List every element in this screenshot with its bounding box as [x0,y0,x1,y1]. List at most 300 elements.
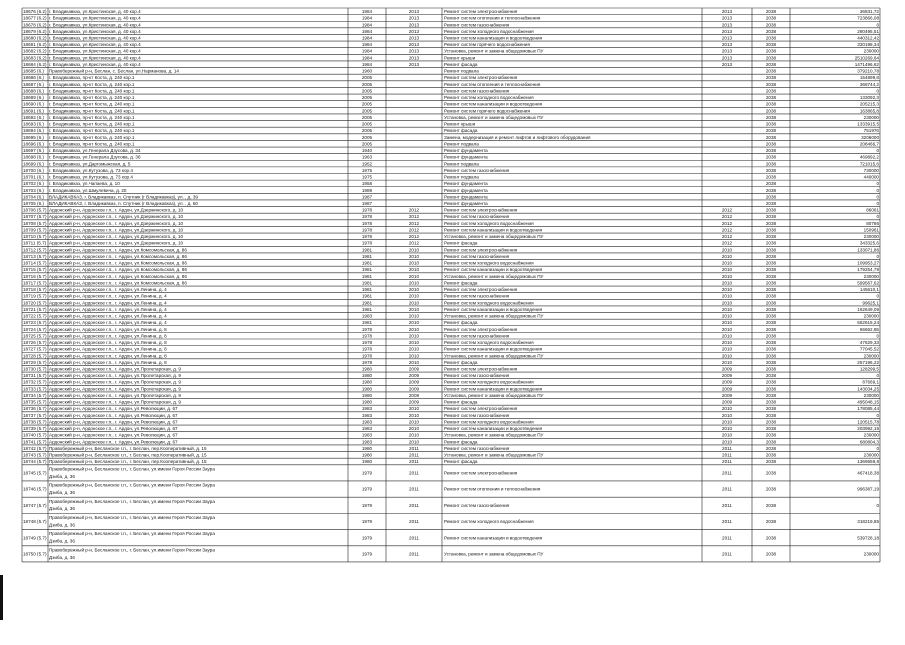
cell-fact: 2038 [765,320,777,326]
cell-built: 1980 [361,452,373,458]
cell-work: Ремонт систем канализации и водоотведения [444,101,543,107]
cell-work: Ремонт крыши [444,55,476,61]
cell-cost: 230000 [863,234,879,240]
cell-fact: 2038 [765,161,777,167]
cell-work: Ремонт систем горячего водоснабжения [444,42,530,48]
cell-built: 1980 [361,386,373,392]
cell-work: Ремонт систем газоснабжения [444,333,510,339]
cell-work: Ремонт систем электроснабжения [444,470,518,476]
cell-built: 1984 [361,15,373,21]
cell-year: 2010 [408,306,420,312]
cell-no: 18716 (5.7) [23,273,47,279]
cell-no: 18743 (5.7) [23,452,47,458]
cell-cost: 0 [876,194,879,200]
cell-fact: 2038 [765,373,777,379]
cell-fact: 2038 [765,412,777,418]
cell-plan: 2012 [721,234,733,240]
cell-year: 2011 [409,470,419,476]
cell-work: Ремонт систем холодного водоснабжения [444,379,534,385]
cell-no: 18741 (5.7) [23,439,47,445]
cell-fact: 2038 [765,207,777,213]
cell-work: Ремонт систем холодного водоснабжения [444,340,534,346]
cell-year: 2010 [408,293,420,299]
cell-year: 2012 [408,227,420,233]
cell-fact: 2038 [765,22,777,28]
cell-work: Установка, ремонт и замена общедомовых ПУ [444,353,544,359]
cell-fact: 2038 [765,535,777,541]
cell-no: 18687 (6.) [23,81,44,87]
cell-cost: 680804,3 [859,439,879,445]
cell-work: Установка, ремонт и замена общедомовых ПУ [444,313,544,319]
cell-work: Ремонт систем канализации и водоотведения [444,535,543,541]
cell-fact: 2038 [765,273,777,279]
cell-built: 1979 [361,519,373,525]
cell-cost: 205215,3 [859,101,879,107]
cell-fact: 2038 [765,439,777,445]
cell-built: 1983 [361,412,373,418]
cell-fact: 2038 [765,28,777,34]
cell-built: 1979 [361,535,373,541]
cell-fact: 2038 [765,280,777,286]
cell-addr: г. Владикавказ, пр-кт Коста, д. 240 кор.1 [49,141,135,147]
cell-work: Ремонт фасада [444,240,478,246]
cell-no: 18696 (6.) [23,141,44,147]
cell-plan: 2012 [721,214,733,220]
cell-addr: г. Владикавказ, пр-кт Коста, д. 240 кор.1 [49,114,135,120]
cell-plan: 2010 [721,426,733,432]
cell-no: 18700 (6.) [23,167,44,173]
cell-work: Ремонт фасада [444,280,478,286]
cell-built: 1963 [361,154,373,160]
cell-no: 18688 (6.) [23,88,44,94]
cell-cost: 230000 [863,273,879,279]
cell-plan: 2013 [721,28,733,34]
cell-work: Ремонт систем электроснабжения [444,326,518,332]
cell-fact: 2038 [765,551,777,557]
cell-built: 2005 [361,141,373,147]
cell-year: 2011 [409,459,419,465]
cell-fact: 2038 [765,128,777,134]
cell-plan: 2010 [721,353,733,359]
cell-no: 18734 (5.7) [23,392,47,398]
cell-cost: 440000 [863,174,879,180]
cell-no: 18735 (5.7) [23,399,47,405]
cell-built: 1980 [361,399,373,405]
cell-addr: г. Владикавказ, ул.Генерала Дзусова, д. 34 [49,148,141,154]
cell-year: 2010 [408,426,420,432]
cell-cost: 368744,2 [859,81,879,87]
cell-work: Установка, ремонт и замена общедомовых ПУ [444,234,544,240]
cell-work: Ремонт систем холодного водоснабжения [444,95,534,101]
cell-addr: Правобережный р-н, Бесланское г.п., г. Беслан, пер.Кооперативный, д. 15 [49,445,207,451]
cell-plan: 2012 [721,220,733,226]
cell-year: 2009 [408,386,420,392]
cell-fact: 2038 [765,194,777,200]
cell-plan: 2011 [722,445,732,451]
cell-work: Ремонт систем холодного водоснабжения [444,300,534,306]
cell-built: 1978 [361,340,373,346]
cell-plan: 2010 [721,419,733,425]
cell-built: 1980 [361,373,373,379]
cell-cost: 230000 [863,353,879,359]
cell-work: Ремонт крыши [444,121,476,127]
cell-no: 18690 (6.) [23,101,44,107]
cell-fact: 2038 [765,167,777,173]
cell-built: 2005 [361,75,373,81]
cell-addr: Ардонский р-н, Ардонское г.п., г. Ардон, ул.Дзержинского, д. 10 [49,240,184,246]
cell-cost: 47629,33 [859,340,879,346]
cell-work: Ремонт систем холодного водоснабжения [444,260,534,266]
cell-fact: 2038 [765,486,777,492]
table-text [23,9,879,560]
cell-fact: 2038 [765,353,777,359]
cell-addr: Ардонский р-н, Ардонское г.п., г. Ардон, ул.Комсомольская, д. 86 [49,247,187,253]
cell-fact: 2038 [765,61,777,67]
cell-cost: 86061 [866,207,879,213]
cell-plan: 2013 [721,55,733,61]
cell-cost: 0 [876,373,879,379]
cell-fact: 2038 [765,48,777,54]
cell-plan: 2011 [722,470,732,476]
cell-addr: Ардонский р-н, Ардонское г.п., г. Ардон, ул.Дзержинского, д. 10 [49,220,184,226]
cell-built: 1987 [361,201,373,206]
cell-fact: 2038 [765,88,777,94]
cell-built: 1978 [361,326,373,332]
cell-plan: 2009 [721,392,733,398]
cell-no: 18683 (6.2) [23,55,47,61]
cell-plan: 2009 [721,366,733,372]
cell-work: Ремонт подвала [444,141,479,147]
cell-year: 2010 [408,333,420,339]
cell-addr: г. Владикавказ, ул.Кутузова, д. 73 кор.4 [49,174,133,180]
cell-no: 18680 (6.2) [23,35,47,41]
cell-cost: 495048,15 [857,399,879,405]
cell-built: 1978 [361,214,373,220]
cell-plan: 2012 [721,227,733,233]
cell-fact: 2038 [765,326,777,332]
cell-fact: 2038 [765,379,777,385]
cell-no: 18732 (5.7) [23,379,47,385]
cell-plan: 2010 [721,313,733,319]
cell-fact: 2038 [765,174,777,180]
cell-fact: 2038 [765,201,777,206]
cell-addr: Ардонский р-н, Ардонское г.п., г. Ардон, ул.Ленина, д. 8 [49,340,167,346]
cell-cost: 145610,1 [859,287,879,293]
cell-addr: г. Владикавказ, пр-кт Коста, д. 240 кор.1 [49,81,135,87]
cell-plan: 2010 [721,273,733,279]
cell-fact: 2038 [765,247,777,253]
cell-plan: 2010 [721,346,733,352]
cell-plan: 2010 [721,287,733,293]
cell-plan: 2010 [721,359,733,365]
cell-plan: 2011 [722,459,732,465]
cell-fact: 2038 [765,419,777,425]
cell-fact: 2038 [765,313,777,319]
cell-addr: Правобережный р-н, Бесланское г.п., г. Беслан, ул.имени Героя России Заура Дзиба, д. 36 [49,498,215,512]
cell-cost: 230000 [863,551,879,557]
cell-year: 2011 [409,486,419,492]
cell-work: Ремонт фасада [444,459,478,465]
cell-no: 18745 (5.7) [23,470,47,476]
cell-addr: г. Владикавказ, ул.Кутузова, д. 73 кор.4 [49,167,133,173]
cell-addr: ВЛАДИКАВКАЗ, г. Владикавказ, п. Спутник (г Владикавказ), ул. , д. 39 [49,194,198,200]
cell-year: 2010 [408,353,420,359]
cell-addr: Ардонский р-н, Ардонское г.п., г. Ардон, ул.Комсомольская, д. 86 [49,253,187,259]
cell-fact: 2038 [765,154,777,160]
cell-addr: Ардонский р-н, Ардонское г.п., г. Ардон, ул.Революции, д. 67 [49,432,178,438]
cell-built: 1987 [361,194,373,200]
cell-no: 18721 (5.7) [23,306,47,312]
cell-cost: 203992,15 [857,426,879,432]
cell-addr: ВЛАДИКАВКАЗ, г. Владикавказ, п. Спутник (г Владикавказ), ул. , д. 50 [49,201,198,206]
cell-no: 18677 (6.2) [23,15,47,21]
cell-fact: 2038 [765,502,777,508]
cell-built: 2005 [361,114,373,120]
cell-plan: 2010 [721,300,733,306]
cell-built: 1981 [361,287,373,293]
cell-plan: 2013 [721,35,733,41]
cell-addr: Правобережный р-н, Беслан, с. Беслан, ул.Нарманова, д. 14 [49,68,179,74]
cell-cost: 120515,78 [857,419,879,425]
cell-fact: 2038 [765,267,777,273]
cell-fact: 2038 [765,101,777,107]
cell-built: 1989 [361,187,373,193]
cell-fact: 2038 [765,287,777,293]
cell-plan: 2011 [722,486,732,492]
cell-plan: 2010 [721,260,733,266]
cell-no: 18679 (6.2) [23,28,47,34]
cell-built: 1981 [361,280,373,286]
cell-built: 1981 [361,253,373,259]
cell-addr: Правобережный р-н, Бесланское г.п., г. Беслан, пер.Кооперативный, д. 15 [49,459,207,465]
cell-work: Ремонт фасада [444,399,478,405]
cell-built: 1980 [361,459,373,465]
cell-year: 2010 [408,267,420,273]
cell-addr: Ардонский р-н, Ардонское г.п., г. Ардон, ул.Революции, д. 67 [49,426,178,432]
cell-year: 2010 [408,247,420,253]
cell-fact: 2038 [765,220,777,226]
cell-no: 18726 (5.7) [23,340,47,346]
cell-no: 18748 (5.7) [23,519,47,525]
cell-work: Ремонт фундамента [444,187,488,193]
cell-plan: 2009 [721,386,733,392]
cell-no: 18728 (5.7) [23,353,47,359]
cell-addr: г. Владикавказ, пр-кт Коста, д. 240 кор.1 [49,121,135,127]
cell-fact: 2038 [765,227,777,233]
cell-year: 2011 [409,502,419,508]
cell-work: Установка, ремонт и замена общедомовых ПУ [444,551,544,557]
cell-cost: 320198,34 [857,42,879,48]
cell-fact: 2038 [765,519,777,525]
cell-no: 18702 (6.) [23,181,44,187]
cell-no: 18703 (6.) [23,187,44,193]
cell-cost: 150961 [863,227,879,233]
cell-work: Ремонт систем газоснабжения [444,373,510,379]
cell-year: 2009 [408,379,420,385]
cell-no: 18705 (6.) [23,201,44,206]
cell-fact: 2038 [765,181,777,187]
cell-year: 2010 [408,419,420,425]
cell-built: 1979 [361,551,373,557]
cell-fact: 2038 [765,366,777,372]
cell-year: 2010 [408,253,420,259]
cell-no: 18715 (5.7) [23,267,47,273]
cell-no: 18733 (5.7) [23,386,47,392]
cell-addr: Ардонский р-н, Ардонское г.п., г. Ардон, ул.Комсомольская, д. 86 [49,273,187,279]
cell-cost: 343325,6 [859,240,879,246]
cell-cost: 467418,38 [857,470,879,476]
cell-work: Ремонт систем газоснабжения [444,445,510,451]
cell-fact: 2038 [765,95,777,101]
cell-no: 18692 (6.) [23,114,44,120]
cell-cost: 77045,52 [859,346,879,352]
cell-built: 1978 [361,240,373,246]
cell-cost: 0 [876,253,879,259]
cell-no: 18681 (6.2) [23,42,47,48]
cell-built: 1984 [361,22,373,28]
cell-plan: 2010 [721,320,733,326]
cell-built: 2005 [361,128,373,134]
cell-addr: Ардонский р-н, Ардонское г.п., г. Ардон, ул.Комсомольская, д. 86 [49,280,187,286]
cell-work: Ремонт систем электроснабжения [444,207,518,213]
cell-addr: г. Владикавказ, ул.Кристинская, д. 40 кор.4 [49,55,141,61]
cell-cost: 723866,08 [857,15,879,21]
cell-work: Ремонт систем канализации и водоотведения [444,227,543,233]
cell-work: Ремонт подвала [444,174,479,180]
cell-addr: г. Владикавказ, ул.Кристинская, д. 40 кор.4 [49,9,141,15]
cell-built: 1975 [361,167,373,173]
cell-fact: 2038 [765,240,777,246]
cell-no: 18747 (5.7) [23,502,47,508]
cell-work: Ремонт систем газоснабжения [444,502,510,508]
cell-year: 2009 [408,392,420,398]
cell-work: Ремонт фундамента [444,148,488,154]
cell-work: Ремонт фасада [444,320,478,326]
cell-work: Ремонт систем газоснабжения [444,293,510,299]
cell-addr: Ардонский р-н, Ардонское г.п., г. Ардон, ул.Дзержинского, д. 10 [49,234,184,240]
cell-addr: Ардонский р-н, Ардонское г.п., г. Ардон, ул.Пролетарская, д. 9 [49,392,181,398]
cell-cost: 178085,44 [857,406,879,412]
cell-no: 18699 (6.) [23,161,44,167]
cell-addr: г. Владикавказ, пр-кт Коста, д. 240 кор.1 [49,108,135,114]
cell-addr: Правобережный р-н, Бесланское г.п., г. Беслан, ул.имени Героя России Заура Дзиба, д. 36 [49,482,215,495]
cell-year: 2010 [408,326,420,332]
cell-no: 18708 (5.7) [23,220,47,226]
cell-fact: 2038 [765,359,777,365]
cell-fact: 2038 [765,392,777,398]
cell-cost: 230000 [863,114,879,120]
cell-work: Ремонт систем канализации и водоотведения [444,35,543,41]
cell-built: 1981 [361,300,373,306]
cell-plan: 2013 [721,42,733,48]
cell-year: 2011 [409,445,419,451]
cell-plan: 2010 [721,253,733,259]
cell-built: 1984 [361,48,373,54]
cell-built: 1978 [361,227,373,233]
cell-built: 1978 [361,346,373,352]
cell-cost: 440312,42 [857,35,879,41]
cell-built: 1981 [361,267,373,273]
cell-plan: 2009 [721,373,733,379]
cell-cost: 143034,25 [857,386,879,392]
cell-year: 2010 [408,320,420,326]
cell-no: 18712 (5.7) [23,247,47,253]
cell-work: Ремонт систем газоснабжения [444,253,510,259]
cell-fact: 2038 [765,452,777,458]
cell-built: 1981 [361,320,373,326]
cell-fact: 2038 [765,253,777,259]
cell-built: 2005 [361,88,373,94]
cell-fact: 2038 [765,300,777,306]
cell-work: Ремонт систем газоснабжения [444,214,510,220]
cell-addr: г. Владикавказ, ул.Кристинская, д. 40 кор.4 [49,22,141,28]
cell-year: 2013 [408,55,420,61]
cell-year: 2013 [408,61,420,67]
cell-built: 1981 [361,273,373,279]
cell-built: 1983 [361,426,373,432]
cell-cost: 133092,3 [859,95,879,101]
cell-cost: 0 [876,22,879,28]
cell-fact: 2038 [765,187,777,193]
cell-work: Ремонт систем канализации и водоотведения [444,306,543,312]
cell-cost: 318219,85 [857,519,879,525]
cell-built: 1984 [361,28,373,34]
cell-plan: 2012 [721,240,733,246]
cell-built: 1984 [361,55,373,61]
cell-year: 2013 [408,22,420,28]
cell-work: Ремонт систем газоснабжения [444,412,510,418]
cell-addr: Ардонский р-н, Ардонское г.п., г. Ардон, ул.Комсомольская, д. 86 [49,267,187,273]
cell-plan: 2009 [721,379,733,385]
cell-built: 1983 [361,432,373,438]
cell-no: 18695 (6.) [23,134,44,140]
cell-cost: 469892,2 [859,154,879,160]
cell-no: 18691 (6.) [23,108,44,114]
cell-cost: 0 [876,502,879,508]
cell-work: Ремонт фундамента [444,181,488,187]
cell-work: Установка, ремонт и замена общедомовых ПУ [444,273,544,279]
cell-fact: 2038 [765,9,777,15]
cell-fact: 2038 [765,346,777,352]
cell-built: 1978 [361,333,373,339]
cell-fact: 2038 [765,406,777,412]
cell-fact: 2038 [765,134,777,140]
cell-addr: Правобережный р-н, Бесланское г.п., г. Беслан, пер.Кооперативный, д. 15 [49,452,207,458]
cell-built: 2005 [361,101,373,107]
cell-no: 18740 (5.7) [23,432,47,438]
cell-fact: 2038 [765,75,777,81]
cell-cost: 257196,22 [857,359,879,365]
cell-cost: 562615,24 [857,320,879,326]
cell-addr: Правобережный р-н, Бесланское г.п., г. Беслан, ул.имени Героя России Заура Дзиба, д. 36 [49,514,215,528]
cell-plan: 2010 [721,306,733,312]
cell-fact: 2038 [765,68,777,74]
cell-year: 2012 [408,214,420,220]
cell-plan: 2013 [721,22,733,28]
cell-year: 2011 [409,551,419,557]
cell-cost: 1333915,5 [857,121,879,127]
cell-built: 1979 [361,486,373,492]
cell-built: 1978 [361,220,373,226]
cell-fact: 2038 [765,333,777,339]
cell-no: 18686 (6.) [23,75,44,81]
cell-cost: 1369659,8 [857,459,879,465]
cell-year: 2010 [408,260,420,266]
cell-work: Ремонт систем холодного водоснабжения [444,419,534,425]
cell-cost: 0 [876,187,879,193]
cell-plan: 2010 [721,326,733,332]
cell-fact: 2038 [765,114,777,120]
